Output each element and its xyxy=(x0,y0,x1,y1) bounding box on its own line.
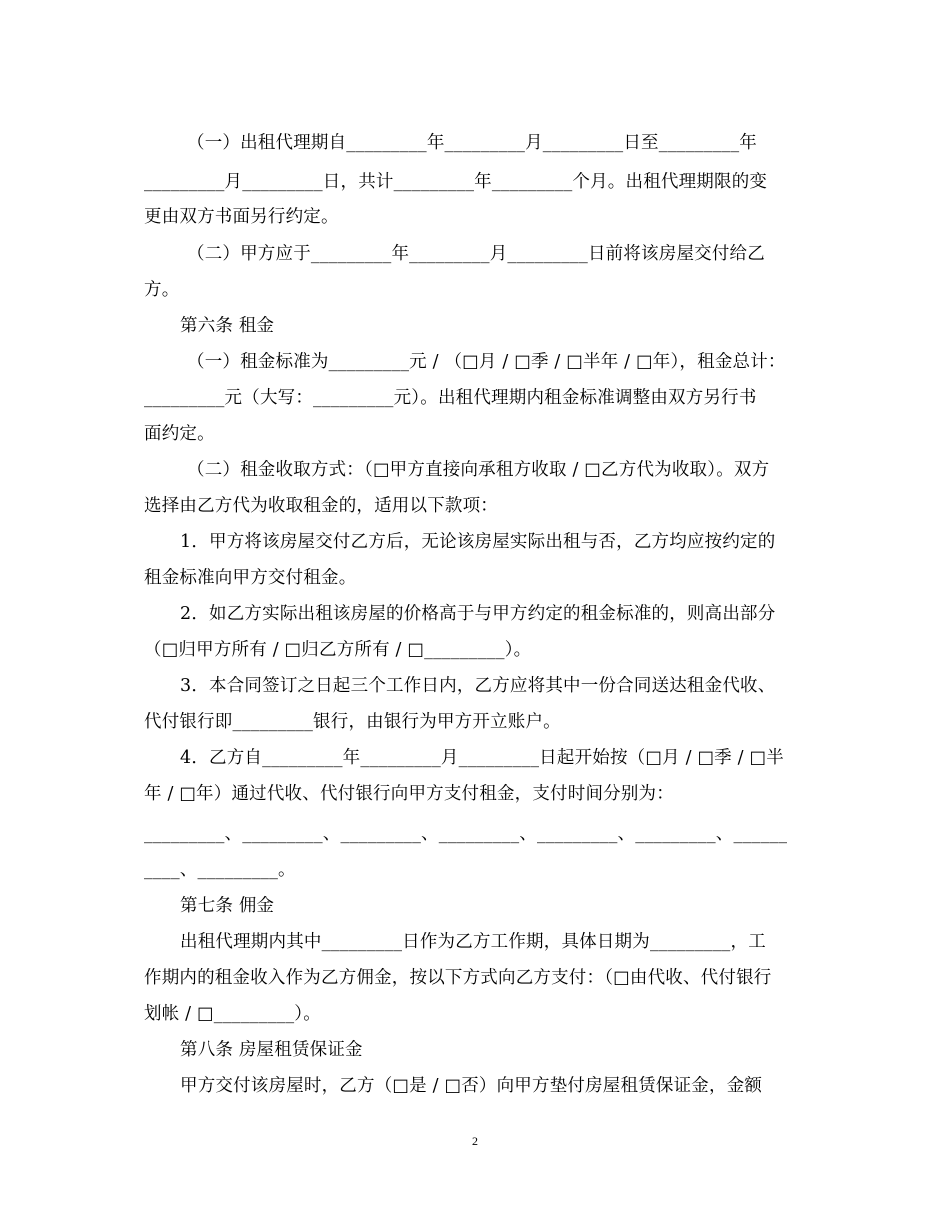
article-7-heading: 第七条 佣金 xyxy=(180,896,275,916)
clause-6-1-line-1: （一）租金标准为_________元 / （□月 / □季 / □半年 / □年），租金总计： xyxy=(187,352,786,372)
clause-6-2-line-1: （二）租金收取方式：（□甲方直接向承租方收取 / □乙方代为收取）。双方 xyxy=(187,460,770,480)
item-2-line-1: 2．如乙方实际出租该房屋的价格高于与甲方约定的租金标准的，则高出部分 xyxy=(180,604,776,624)
article-7-line-2: 作期内的租金收入作为乙方佣金，按以下方式向乙方支付：（□由代收、代付银行 xyxy=(144,968,772,988)
article-7-line-1: 出租代理期内其中_________日作为乙方工作期，具体日期为_________，工 xyxy=(180,932,766,952)
clause-5-1-line-2: _________月_________日，共计_________年_________个月。出租代理期限的变 xyxy=(144,172,768,192)
item-1-line-1: 1．甲方将该房屋交付乙方后，无论该房屋实际出租与否，乙方均应按约定的 xyxy=(180,532,776,552)
item-4-line-4: ____、_________。 xyxy=(144,860,296,880)
clause-5-1-line-3: 更由双方书面另行约定。 xyxy=(144,207,339,227)
clause-6-1-line-2: _________元（大写：_________元）。出租代理期内租金标准调整由双方另行书 xyxy=(144,388,757,408)
article-8-heading: 第八条 房屋租赁保证金 xyxy=(180,1040,363,1060)
item-4-line-3: _________、_________、_________、_________、_________、_________、______ xyxy=(144,824,788,844)
clause-6-2-line-2: 选择由乙方代为收取租金的，适用以下款项： xyxy=(144,496,498,516)
item-1-line-2: 租金标准向甲方交付租金。 xyxy=(144,568,357,588)
article-8-line-1: 甲方交付该房屋时，乙方（□是 / □否）向甲方垫付房屋租赁保证金，金额 xyxy=(180,1076,763,1096)
clause-5-2-line-1: （二）甲方应于_________年_________月_________日前将该房屋交付给乙 xyxy=(187,244,765,264)
page-number: 2 xyxy=(472,1134,478,1148)
article-7-line-3: 划帐 / □_________）。 xyxy=(144,1004,321,1024)
clause-6-1-line-3: 面约定。 xyxy=(144,424,215,444)
item-3-line-2: 代付银行即_________银行，由银行为甲方开立账户。 xyxy=(144,712,561,732)
item-3-line-1: 3．本合同签订之日起三个工作日内，乙方应将其中一份合同送达租金代收、 xyxy=(180,676,776,696)
item-4-line-1: 4．乙方自_________年_________月_________日起开始按（□月 / □季 / □半 xyxy=(180,748,784,768)
item-2-line-2: （□归甲方所有 / □归乙方所有 / □_________）。 xyxy=(144,640,532,660)
clause-5-2-line-2: 方。 xyxy=(144,280,180,300)
item-4-line-2: 年 / □年）通过代收、代付银行向甲方支付租金，支付时间分别为： xyxy=(144,784,674,804)
clause-5-1-line-1: （一）出租代理期自_________年_________月_________日至_________年 xyxy=(187,133,757,153)
article-6-heading: 第六条 租金 xyxy=(180,316,275,336)
